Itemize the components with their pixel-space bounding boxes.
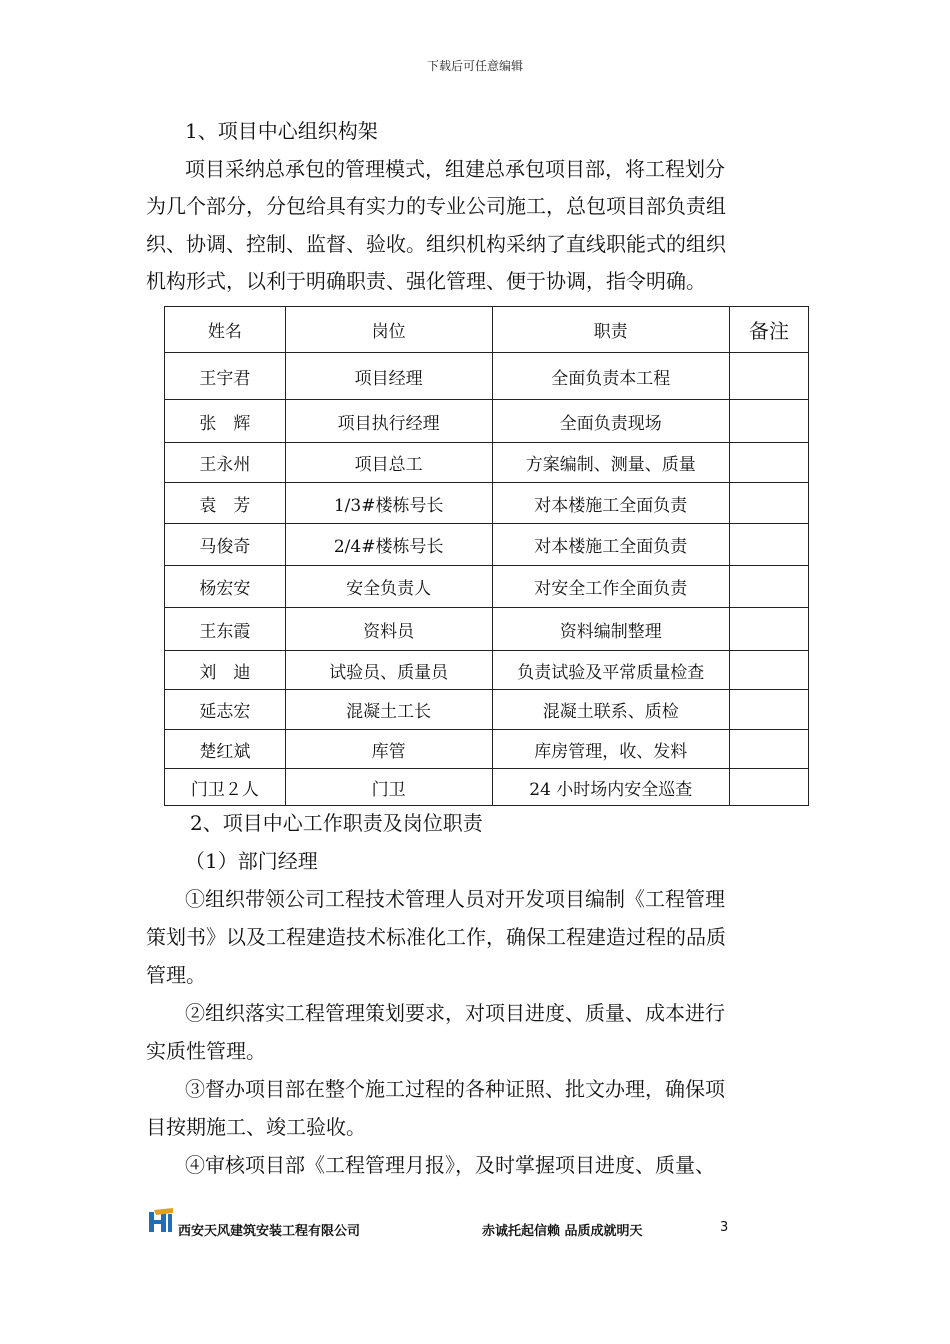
section1-heading: 1、项目中心组织构架	[185, 119, 378, 143]
table-row	[165, 443, 809, 483]
header-name: 姓名	[165, 307, 286, 353]
cell-post: 1/3#楼栋号长	[285, 483, 492, 524]
table-row	[165, 690, 809, 730]
item-line: ①组织带领公司工程技术管理人员对开发项目编制《工程管理	[185, 887, 725, 911]
table-row	[165, 353, 809, 400]
cell-name: 袁 芳	[165, 483, 286, 524]
cell-name: 杨宏安	[165, 566, 286, 608]
table-row	[165, 483, 809, 524]
cell-duty: 对本楼施工全面负责	[492, 524, 730, 566]
cell-remark	[730, 524, 809, 566]
cell-post: 项目经理	[285, 353, 492, 400]
cell-remark	[730, 483, 809, 524]
cell-name: 门卫２人	[165, 769, 286, 806]
cell-remark	[730, 353, 809, 400]
item-line: ④审核项目部《工程管理月报》，及时掌握项目进度、质量、	[185, 1153, 715, 1177]
cell-post: 安全负责人	[285, 566, 492, 608]
cell-name: 张 辉	[165, 400, 286, 443]
footer-slogan: 赤诚托起信赖 品质成就明天	[482, 1224, 643, 1239]
cell-name: 楚红斌	[165, 730, 286, 769]
cell-remark	[730, 769, 809, 806]
item-line: ③督办项目部在整个施工过程的各种证照、批文办理，确保项	[185, 1077, 725, 1101]
table-row	[165, 400, 809, 443]
cell-duty: 24 小时场内安全巡查	[492, 769, 730, 806]
section2-heading: 2、项目中心工作职责及岗位职责	[190, 811, 483, 835]
table-row	[165, 769, 809, 806]
cell-name: 王永州	[165, 443, 286, 483]
cell-post: 门卫	[285, 769, 492, 806]
table-row	[165, 608, 809, 651]
cell-duty: 对本楼施工全面负责	[492, 483, 730, 524]
cell-name: 王东霞	[165, 608, 286, 651]
header-duty: 职责	[492, 307, 730, 353]
section1-paragraph-line: 为几个部分，分包给具有实力的专业公司施工，总包项目部负责组	[146, 194, 726, 218]
cell-name: 王宇君	[165, 353, 286, 400]
section1-paragraph-line: 织、协调、控制、监督、验收。组织机构采纳了直线职能式的组织	[146, 232, 726, 256]
cell-remark	[730, 400, 809, 443]
footer-company: 西安天风建筑安装工程有限公司	[178, 1224, 361, 1239]
cell-post: 混凝土工长	[285, 690, 492, 730]
cell-remark	[730, 443, 809, 483]
cell-post: 资料员	[285, 608, 492, 651]
cell-remark	[730, 608, 809, 651]
cell-post: 项目总工	[285, 443, 492, 483]
table-row	[165, 566, 809, 608]
cell-duty: 方案编制、测量、质量	[492, 443, 730, 483]
cell-post: 库管	[285, 730, 492, 769]
item-line: ②组织落实工程管理策划要求，对项目进度、质量、成本进行	[185, 1001, 725, 1025]
cell-remark	[730, 566, 809, 608]
cell-remark	[730, 690, 809, 730]
cell-name: 刘 迪	[165, 651, 286, 690]
cell-duty: 混凝土联系、质检	[492, 690, 730, 730]
item-line: 实质性管理。	[146, 1039, 266, 1063]
table-row	[165, 730, 809, 769]
table-row	[165, 651, 809, 690]
cell-remark	[730, 651, 809, 690]
company-logo-icon	[146, 1206, 176, 1234]
header-post: 岗位	[285, 307, 492, 353]
cell-duty: 库房管理，收、发料	[492, 730, 730, 769]
cell-post: 2/4#楼栋号长	[285, 524, 492, 566]
section1-paragraph-line: 机构形式，以利于明确职责、强化管理、便于协调，指令明确。	[146, 269, 706, 293]
cell-duty: 全面负责本工程	[492, 353, 730, 400]
table-row	[165, 524, 809, 566]
cell-duty: 负责试验及平常质量检查	[492, 651, 730, 690]
item-line: 策划书》以及工程建造技术标准化工作，确保工程建造过程的品质	[146, 925, 726, 949]
cell-post: 项目执行经理	[285, 400, 492, 443]
table-header-row	[165, 307, 809, 353]
section2-subheading: （1）部门经理	[185, 849, 318, 873]
cell-name: 延志宏	[165, 690, 286, 730]
cell-remark	[730, 730, 809, 769]
cell-post: 试验员、质量员	[285, 651, 492, 690]
staff-table	[164, 306, 809, 806]
item-line: 目按期施工、竣工验收。	[146, 1115, 366, 1139]
cell-name: 马俊奇	[165, 524, 286, 566]
cell-duty: 全面负责现场	[492, 400, 730, 443]
section1-paragraph-line: 项目采纳总承包的管理模式，组建总承包项目部，将工程划分	[185, 157, 725, 181]
item-line: 管理。	[146, 963, 206, 987]
header-note: 下载后可任意编辑	[426, 59, 523, 73]
cell-duty: 对安全工作全面负责	[492, 566, 730, 608]
header-remark: 备注	[730, 307, 809, 353]
cell-duty: 资料编制整理	[492, 608, 730, 651]
page-number: 3	[720, 1220, 729, 1235]
